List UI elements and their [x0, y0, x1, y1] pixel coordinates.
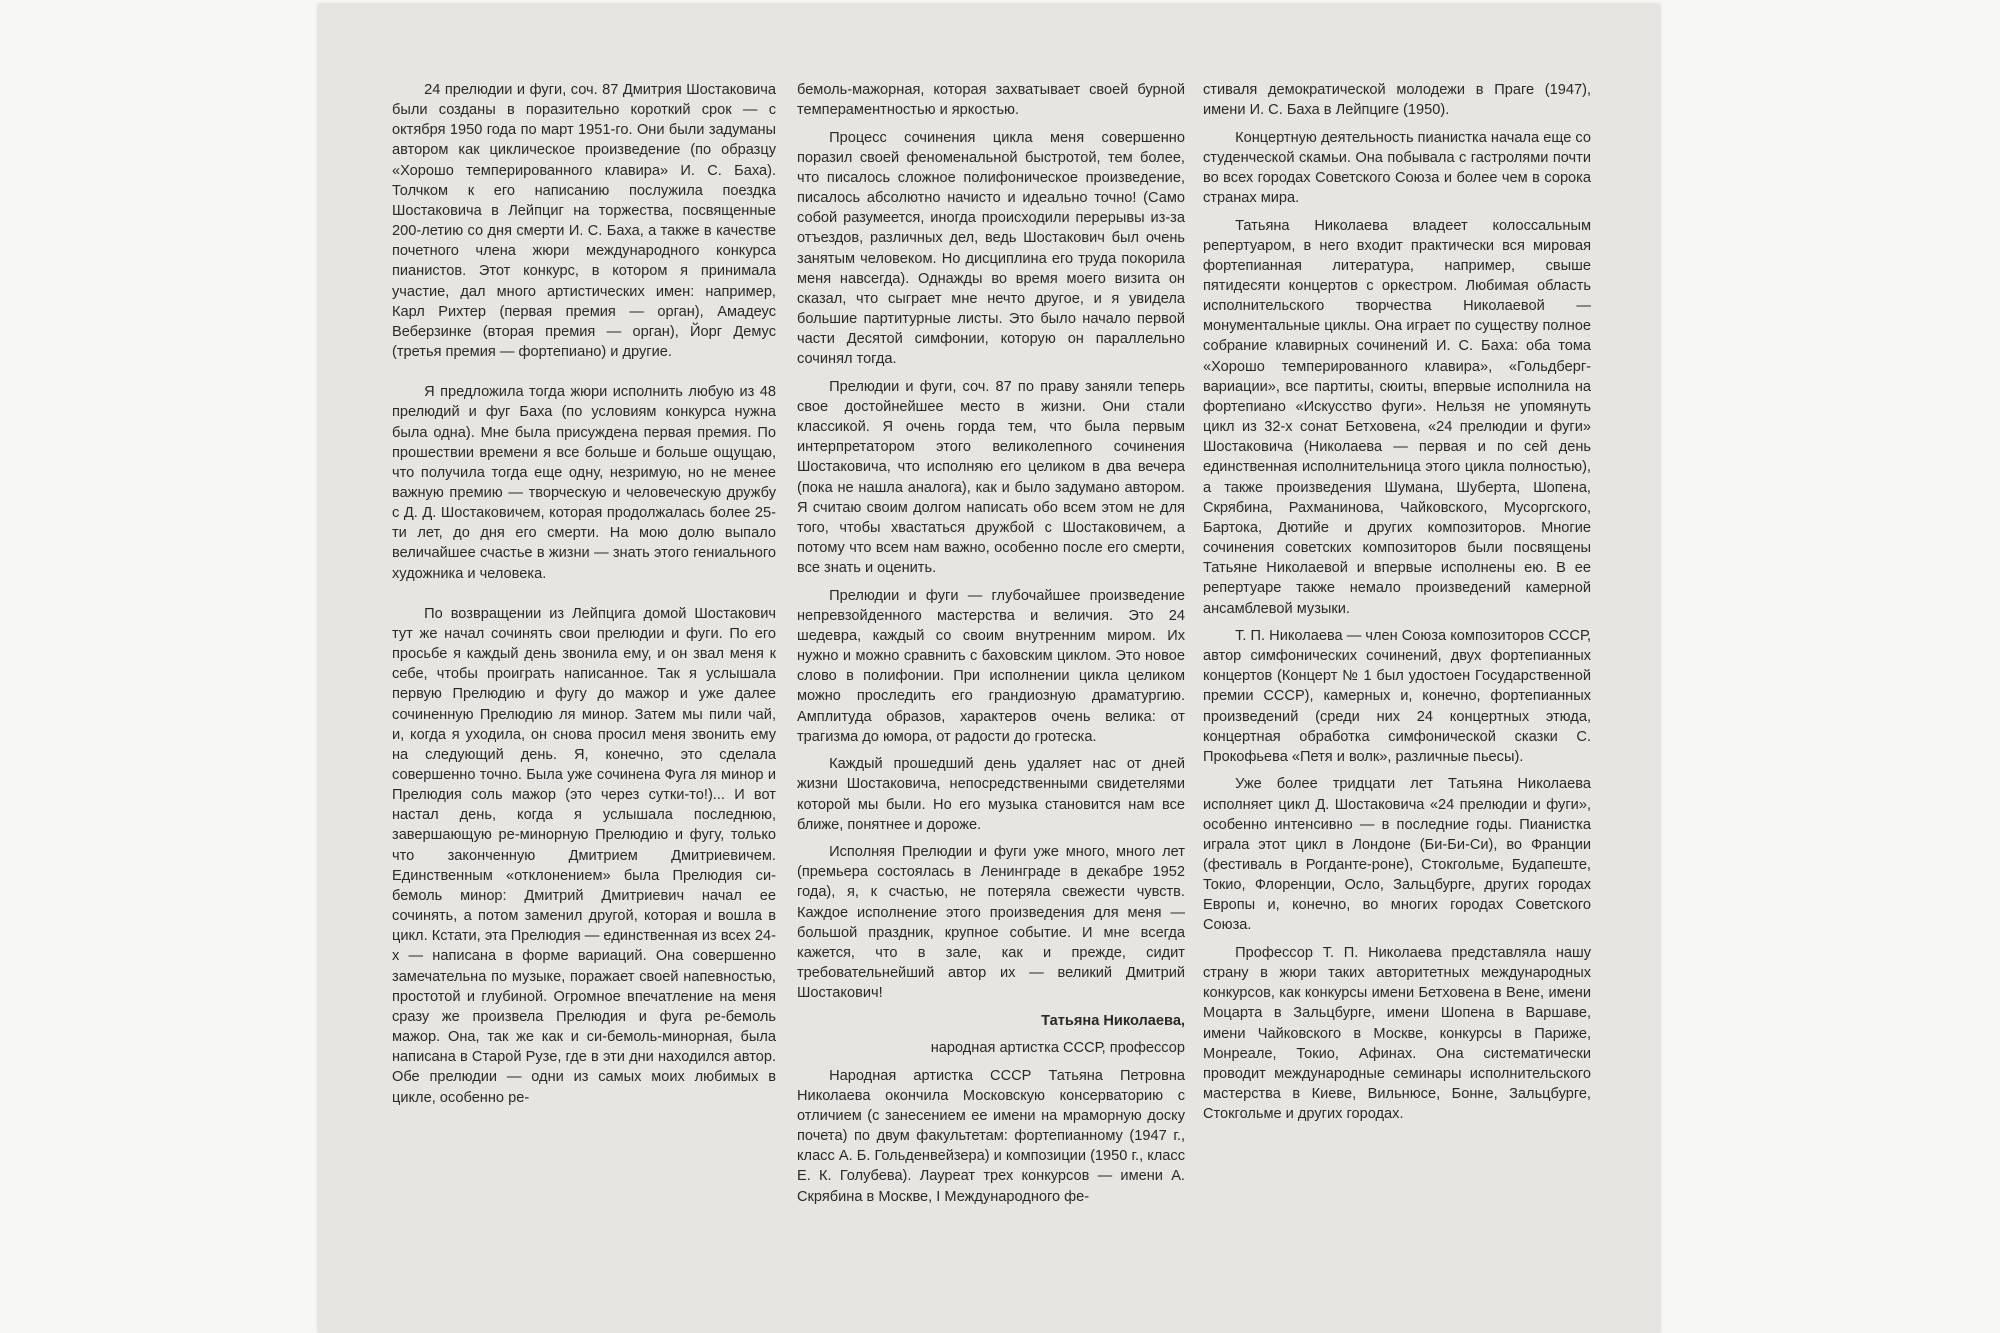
paragraph: Я предложила тогда жюри исполнить любую из 48 прелюдий и фуг Баха (по условиям конкурса нужна была одна). Мне была присуждена первая премия. По прошествии времени я все больше и больше ощущаю, что получила тогда еще одну, незримую, но не менее важную премию — творческую и человеческую дружбу с Д. Д. Шостаковичем, которая продолжалась более 25-ти лет, до дня его смерти. На мою долю выпало величайшее счастье в жизни — знать этого гениального художника и человека. — [392, 384, 776, 582]
paragraph: Каждый прошедший день удаляет нас от дней жизни Шостаковича, непосредственными свидетелями которой мы были. Но его музыка становится нам все ближе, понятнее и дороже. — [797, 756, 1185, 833]
paragraph: Татьяна Николаева владеет колоссальным репертуаром, в него входит практически вся мировая фортепианная литература, например, свыше пятидесяти концертов с оркестром. Любимая область исполнительского творчества Николаевой — монументальные циклы. Она играет по существу полное собрание клавирных сочинений И. С. Баха: оба тома «Хорошо темперированного клавира», «Гольдберг-вариации», все партиты, сюиты, впервые исполнила на фортепиано «Искусство фуги». Нельзя не упомянуть цикл из 32-х сонат Бетховена, «24 прелюдии и фуги» Шостаковича (Николаева — первая и по сей день единственная исполнительница этого цикла полностью), а также произведения Шумана, Шуберта, Шопена, Скрябина, Рахманинова, Чайковского, Мусоргского, Бартока, Дютийе и других композиторов. Многие сочинения советских композиторов были посвящены Татьяне Николаевой и впервые исполнены ею. В ее репертуаре также немало произведений камерной ансамблевой музыки. — [1203, 217, 1591, 617]
paragraph: Народная артистка СССР Татьяна Петровна Николаева окончила Московскую консерваторию с отличием (с занесением ее имени на мраморную доску почета) по двум факультетам: фортепианному (1947 г., класс А. Б. Гольденвейзера) и композиции (1950 г., класс Е. К. Голубева). Лауреат трех конкурсов — имени А. Скрябина в Москве, I Международного фе- — [797, 1067, 1185, 1205]
paragraph: Профессор Т. П. Николаева представляла нашу страну в жюри таких авторитетных международных конкурсов, как конкурсы имени Бетховена в Вене, имени Моцарта в Зальцбурге, имени Шопена в Варшаве, имени Чайковского в Москве, конкурсы в Париже, Монреале, Токио, Афинах. Она систематически проводит международные семинары исполнительского мастерства в Киеве, Вильнюсе, Бонне, Зальцбурге, Стокгольме и других городах. — [1203, 944, 1591, 1123]
paragraph: Исполняя Прелюдии и фуги уже много, много лет (премьера состоялась в Ленинграде в декабре 1952 года), я, к счастью, не потеряла свежести чувств. Каждое исполнение этого произведения для меня — большой праздник, крупное событие. И мне всегда кажется, что в зале, как и прежде, сидит требовательнейший автор их — великий Дмитрий Шостакович! — [797, 844, 1185, 1002]
paragraph: Уже более тридцати лет Татьяна Николаева исполняет цикл Д. Шостаковича «24 прелюдии и фуги», особенно интенсивно — в последние годы. Пианистка играла этот цикл в Лондоне (Би-Би-Си), во Франции (фестиваль в Рогданте-роне), Стокгольме, Будапеште, Токио, Флоренции, Осло, Зальцбурге, других городах Европы и, конечно, во многих городах Советского Союза. — [1203, 776, 1591, 934]
paragraph: Концертную деятельность пианистка начала еще со студенческой скамьи. Она побывала с гастролями почти во всех городах Советского Союза и более чем в сорока странах мира. — [1203, 129, 1591, 207]
paragraph: Прелюдии и фуги, соч. 87 по праву заняли теперь свое достойнейшее место в жизни. Они стали классикой. Я очень горда тем, что была первым интерпретатором этого великолепного сочинения Шостаковича, что исполняю его целиком в два вечера (пока не нашла аналога), как и было задумано автором. Я считаю своим долгом написать обо всем этом не для того, чтобы хвастаться дружбой с Шостаковичем, а потому что всем нам важно, особенно после его смерти, все знать и оценить. — [797, 378, 1185, 577]
text-column-2 — [797, 80, 1185, 1207]
paragraph-continued: бемоль-мажорная, которая захватывает своей бурной темпераментностью и яркостью. — [797, 82, 1185, 119]
signature-name: Татьяна Николаева, — [1041, 1012, 1185, 1029]
paragraph: 24 прелюдии и фуги, соч. 87 Дмитрия Шостаковича были созданы в поразительно короткий срок — с октября 1950 года по март 1951-го. Они были задуманы автором как циклическое произведение (по образцу «Хорошо темперированного клавира» И. С. Баха). Толчком к его написанию послужила поездка Шостаковича в Лейпциг на торжества, посвященные 200-летию со дня смерти И. С. Баха, а также в качестве почетного члена жюри международного конкурса пианистов. Этот конкурс, в котором я принимала участие, дал много артистических имен: например, Карл Рихтер (первая премия — орган), Амадеус Веберзинке (вторая премия — орган), Йорг Демус (третья премия — фортепиано) и другие. — [392, 82, 776, 361]
paragraph: Прелюдии и фуги — глубочайшее произведение непревзойденного мастерства и величия. Это 24 шедевра, каждый со своим внутренним миром. Их нужно и можно сравнить с баховским циклом. Это новое слово в полифонии. При исполнении цикла целиком можно проследить его грандиозную драматургию. Амплитуда образов, характеров очень велика: от трагизма до юмора, от радости до гротеска. — [797, 587, 1185, 745]
paragraph-continued: стиваля демократической молодежи в Праге (1947), имени И. С. Баха в Лейпциге (1950). — [1203, 82, 1591, 119]
signature-title: народная артистка СССР, профессор — [930, 1040, 1185, 1057]
text-column-3 — [1203, 80, 1591, 1124]
paragraph: Процесс сочинения цикла меня совершенно поразил своей феноменальной быстротой, тем более, что писалось сложное полифоническое произведение, писалось абсолютно начисто и идеально точно! (Само собой разумеется, иногда происходили перерывы из-за отъездов, различных дел, ведь Шостакович был очень занятым человеком. Но дисциплина его труда покорила меня навсегда). Однажды во время моего визита он сказал, что сыграет мне нечто другое, и я увидела большие партитурные листы. Это было начало первой части Десятой симфонии, которую он параллельно сочинял тогда. — [797, 129, 1185, 368]
paragraph: Т. П. Николаева — член Союза композиторов СССР, автор симфонических сочинений, двух фортепианных концертов (Концерт № 1 был удостоен Государственной премии СССР), камерных и, конечно, фортепианных произведений (среди них 24 концертных этюда, концертная обработка симфонической сказки С. Прокофьева «Петя и волк», различные пьесы). — [1203, 627, 1591, 765]
text-column-1 — [392, 80, 776, 1108]
paragraph: По возвращении из Лейпцига домой Шостакович тут же начал сочинять свои прелюдии и фуги. По его просьбе я каждый день звонила ему, и он звал меня к себе, чтобы проиграть написанное. Так я услышала первую Прелюдию и фугу до мажор и уже далее сочиненную Прелюдию ля минор. Затем мы пили чай, и, когда я уходила, он снова просил меня звонить ему на следующий день. Я, конечно, это сделала совершенно точно. Была уже сочинена Фуга ля минор и Прелюдия соль мажор (это через сутки-то!)... И вот настал день, когда я услышала последнюю, завершающую ре-минорную Прелюдию и фугу, только что законченную Дмитрием Дмитриевичем. Единственным «отклонением» была Прелюдия си-бемоль минор: Дмитрий Дмитриевич начал ее сочинять, а потом заменил другой, которая и вошла в цикл. Кстати, эта Прелюдия — единственная из всех 24-х — написана в форме вариаций. Она совершенно замечательна по музыке, поражает своей напевностью, простотой и глубиной. Огромное впечатление на меня сразу же произвела Прелюдия и фуга ре-бемоль мажор. Она, так же как и си-бемоль-минорная, была написана в Старой Рузе, где в эти дни находился автор. Обе прелюдии — одни из самых моих любимых в цикле, особенно ре- — [392, 605, 776, 1106]
